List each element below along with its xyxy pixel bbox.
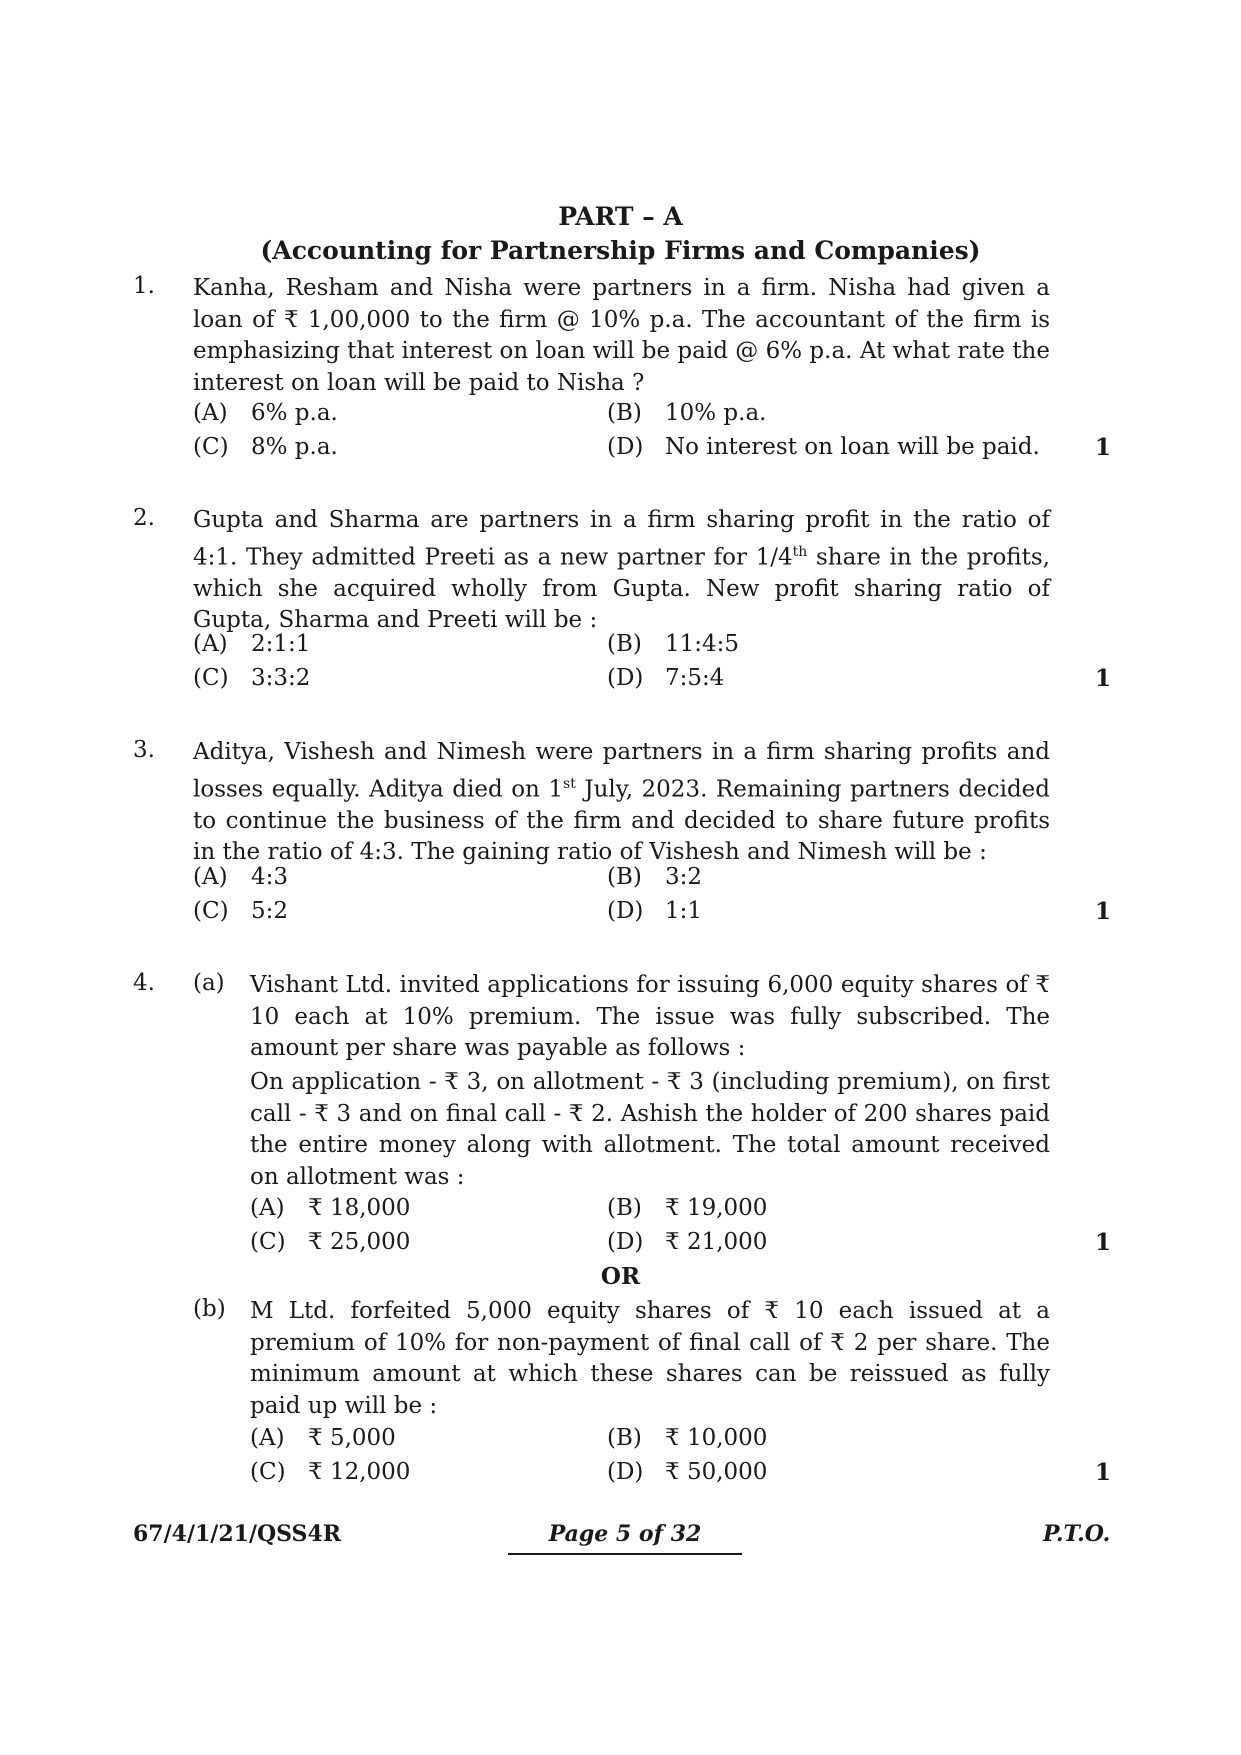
marks: 1: [1095, 665, 1112, 692]
question-text-a-part1: Vishant Ltd. invited applications for issuing 6,000 equity shares of ₹ 10 each at 10% premium. The issue was fully subscribed. The amount per share was payable as follows :: [250, 972, 1050, 1061]
paper-code: 67/4/1/21/QSS4R: [133, 1521, 342, 1547]
option-b: (B) 10% p.a.: [607, 400, 767, 426]
question-text: Gupta and Sharma are partners in a firm sharing profit in the ratio of 4:1. They admitted Preeti as a new partner for 1/4th share in the profits, which she acquired wholly from Gupta. New profit sharing ratio of Gupta, Sharma and Preeti will be :: [193, 507, 1050, 634]
question-text: Kanha, Resham and Nisha were partners in a firm. Nisha had given a loan of ₹ 1,00,000 to the firm @ 10% p.a. The accountant of the firm is emphasizing that interest on loan will be paid @ 6% p.a. At what rate the interest on loan will be paid to Nisha ?: [193, 275, 1050, 396]
part-title: PART – A: [558, 202, 683, 231]
question-number: 2.: [133, 505, 155, 531]
option-d: (D) No interest on loan will be paid.: [607, 434, 1040, 460]
or-separator: OR: [600, 1263, 641, 1290]
option-d: (D) ₹ 21,000: [607, 1229, 768, 1255]
option-b: (B) 11:4:5: [607, 631, 740, 657]
question-text-a-part2: On application - ₹ 3, on allotment - ₹ 3 (including premium), on first call - ₹ 3 and on final call - ₹ 2. Ashish the holder of 200 shares paid the entire money along with allotment. The total amount received on allotment was :: [250, 1069, 1050, 1190]
option-d: (D) 7:5:4: [607, 665, 725, 691]
option-b: (B) 3:2: [607, 864, 703, 890]
option-c: (C) 8% p.a.: [193, 434, 338, 460]
marks: 1: [1095, 898, 1112, 925]
option-a: (A) ₹ 5,000: [250, 1425, 396, 1451]
marks: 1: [1095, 1229, 1112, 1256]
marks: 1: [1095, 434, 1112, 461]
sub-label-b: (b): [193, 1296, 226, 1322]
question-number: 4.: [133, 970, 155, 996]
option-d: (D) ₹ 50,000: [607, 1459, 768, 1485]
marks: 1: [1095, 1459, 1112, 1486]
option-c: (C) ₹ 12,000: [250, 1459, 411, 1485]
option-a: (A) ₹ 18,000: [250, 1195, 411, 1221]
option-a: (A) 6% p.a.: [193, 400, 338, 426]
question-text: Aditya, Vishesh and Nimesh were partners in a firm sharing profits and losses equally. Aditya died on 1st July, 2023. Remaining partners decided to continue the business of the firm and decided to share future profits in the ratio of 4:3. The gaining ratio of Vishesh and Nimesh will be :: [193, 739, 1050, 866]
option-a: (A) 4:3: [193, 864, 289, 890]
option-c: (C) 3:3:2: [193, 665, 311, 691]
option-b: (B) ₹ 19,000: [607, 1195, 768, 1221]
question-number: 1.: [133, 273, 155, 299]
pto-label: P.T.O.: [1043, 1521, 1111, 1547]
page-number: Page 5 of 32: [508, 1521, 742, 1555]
option-d: (D) 1:1: [607, 898, 703, 924]
question-text-b: M Ltd. forfeited 5,000 equity shares of ₹ 10 each issued at a premium of 10% for non-payment of final call of ₹ 2 per share. The minimum amount at which these shares can be reissued as fully paid up will be :: [250, 1298, 1050, 1419]
sub-label-a: (a): [193, 970, 225, 996]
option-c: (C) 5:2: [193, 898, 289, 924]
option-a: (A) 2:1:1: [193, 631, 311, 657]
option-b: (B) ₹ 10,000: [607, 1425, 768, 1451]
part-subtitle: (Accounting for Partnership Firms and Companies): [260, 236, 981, 265]
question-number: 3.: [133, 737, 155, 763]
option-c: (C) ₹ 25,000: [250, 1229, 411, 1255]
